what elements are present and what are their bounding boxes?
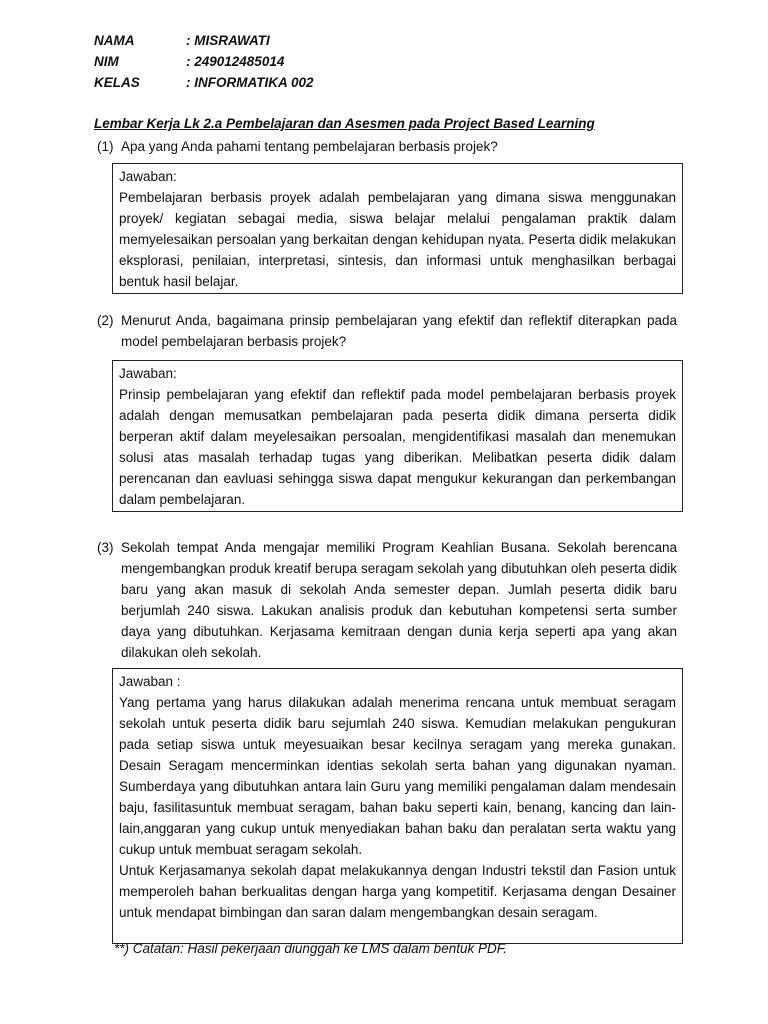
answer-label: Jawaban: <box>119 366 177 381</box>
footnote: **) Catatan: Hasil pekerjaan diunggah ke LMS dalam bentuk PDF. <box>114 941 507 956</box>
header-nim-row <box>94 54 284 69</box>
answer-text <box>119 692 676 923</box>
nama-label: NAMA <box>94 33 135 48</box>
answer-paragraph-1: Yang pertama yang harus dilakukan adalah menerima rencana untuk membuat seragam sekolah untuk peserta didik baru sejumlah 240 siswa. Kemudian melakukan pengukuran pada setiap siswa untuk meyesuaikan besar kecilnya seragam yang mereka gunakan. Desain Seragam mencerminkan identias sekolah serta bahan yang digunakan nyaman. Sumberdaya yang dibutuhkan antara lain Guru yang memiliki pengalaman dalam mendesain baju, fasilitasuntuk membuat seragam, bahan baku seperti kain, benang, kancing dan lain-lain,anggaran yang cukup untuk menyediakan bahan baku dan peralatan serta waktu yang cukup untuk membuat seragam sekolah. <box>119 695 676 857</box>
header-nama-row <box>94 33 270 48</box>
nim-label: NIM <box>94 54 119 69</box>
kelas-value: : INFORMATIKA 002 <box>186 75 314 90</box>
answer-box-3 <box>112 668 683 944</box>
kelas-label: KELAS <box>94 75 140 90</box>
question-number: (1) <box>97 139 114 154</box>
answer-box-1 <box>112 163 683 294</box>
nim-value: : 249012485014 <box>186 54 285 69</box>
answer-paragraph-2: Untuk Kerjasamanya sekolah dapat melakukannya dengan Industri tekstil dan Fasion untuk memperoleh bahan berkualitas dengan harga yang kompetitif. Kerjasama dengan Desainer untuk mendapat bimbingan dan saran dalam mengembangkan desain seragam. <box>119 863 676 920</box>
header-kelas-row <box>94 75 314 90</box>
question-text: Apa yang Anda pahami tentang pembelajaran berbasis projek? <box>121 139 498 154</box>
answer-box-2 <box>112 360 683 512</box>
nama-value: : MISRAWATI <box>186 33 270 48</box>
question-1 <box>97 136 677 157</box>
question-2 <box>97 310 677 352</box>
answer-label: Jawaban: <box>119 169 177 184</box>
answer-text: Pembelajaran berbasis proyek adalah pembelajaran yang dimana siswa menggunakan proyek/ kegiatan sebagai media, siswa belajar melalui pengalaman praktik dalam memyelesaikan persoalan yang berkaitan dengan kehidupan nyata. Peserta didik melakukan eksplorasi, penilaian, interpretasi, sintesis, dan informasi untuk menghasilkan berbagai bentuk hasil belajar. <box>119 190 676 289</box>
answer-label: Jawaban : <box>119 674 181 689</box>
page-title: Lembar Kerja Lk 2.a Pembelajaran dan Asesmen pada Project Based Learning <box>94 116 595 131</box>
question-text: Sekolah tempat Anda mengajar memiliki Program Keahlian Busana. Sekolah berencana mengembangkan produk kreatif berupa seragam sekolah yang dibutuhkan oleh peserta didik baru yang akan masuk di sekolah Anda semester depan. Jumlah peserta didik baru berjumlah 240 siswa. Lakukan analisis produk dan kebutuhan kompetensi serta sumber daya yang dibutuhkan. Kerjasama kemitraan dengan dunia kerja seperti apa yang akan dilakukan oleh sekolah. <box>121 540 677 660</box>
question-text: Menurut Anda, bagaimana prinsip pembelajaran yang efektif dan reflektif diterapkan pada model pembelajaran berbasis projek? <box>121 313 677 349</box>
question-3 <box>97 537 677 663</box>
question-number: (2) <box>97 313 114 328</box>
answer-text: Prinsip pembelajaran yang efektif dan reflektif pada model pembelajaran berbasis proyek adalah dengan memusatkan pembelajaran pada peserta didik dimana perserta didik berperan aktif dalam meyelesaikan persoalan, mengidentifikasi masalah dan menemukan solusi atas masalah terhadap tugas yang diberikan. Melibatkan peserta didik dalam perencanan dan eavluasi sehingga siswa dapat mengukur kekurangan dan perkembangan dalam pembelajaran. <box>119 387 676 507</box>
question-number: (3) <box>97 540 114 555</box>
